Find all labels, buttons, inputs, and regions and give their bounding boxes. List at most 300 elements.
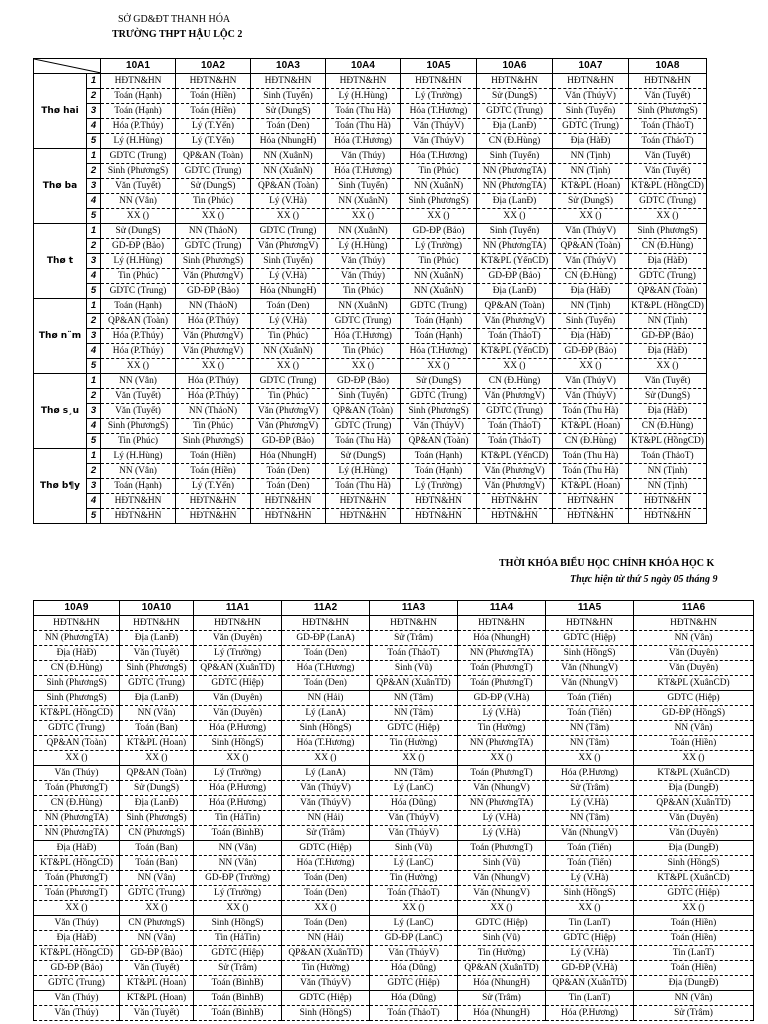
subject-cell: KT&PL (Hoan) [553,419,629,434]
subject-cell: Tin (Hường) [370,736,458,751]
subject-cell: Văn (ThúyV) [401,134,477,149]
period-row [34,314,707,329]
subject-cell: Sinh (PhươngS) [34,691,120,706]
class-header: 11A5 [546,601,634,616]
corner-diagonal [34,59,101,73]
subject-cell: NN (Hải) [282,811,370,826]
subject-cell: Văn (ThúyV) [370,811,458,826]
subject-cell: QP&AN (Toàn) [326,404,401,419]
subject-cell: GDTC (Trung) [553,119,629,134]
class-header: 10A7 [553,59,629,74]
subject-cell: Sinh (Vũ) [370,661,458,676]
subject-cell: Lý (T.Yến) [176,479,251,494]
period-row [34,224,707,239]
subject-cell: GDTC (Hiệp) [634,691,754,706]
subject-cell: Hóa (Dũng) [370,961,458,976]
subject-cell: Văn (Thúy) [34,916,120,931]
subject-cell: HĐTN&HN [629,494,707,509]
timetable-effective-date: Thực hiện từ thứ 5 ngày 05 tháng 9 [570,574,718,585]
subject-cell: GDTC (Trung) [101,149,176,164]
subject-cell: Sử (Trâm) [458,991,546,1006]
class-header: 11A4 [458,601,546,616]
subject-cell: NN (Vân) [101,464,176,479]
subject-cell: HĐTN&HN [401,509,477,524]
subject-cell: KT&PL (YếnCD) [477,344,553,359]
subject-cell: Lý (V.Hà) [251,194,326,209]
subject-cell: HĐTN&HN [629,74,707,89]
period-row [34,104,707,119]
class-header: 10A5 [401,59,477,74]
subject-cell: NN (XuânN) [251,164,326,179]
subject-cell: NN (Vân) [120,931,194,946]
subject-cell: Sinh (HồngS) [194,916,282,931]
subject-cell: NN (PhươngTA) [477,179,553,194]
period-number: 1 [87,299,101,314]
subject-cell: XX () [34,901,120,916]
subject-cell: XX () [477,209,553,224]
subject-cell: Tin (HảTin) [194,811,282,826]
subject-cell: NN (Tâm) [546,721,634,736]
subject-cell: Sử (Trâm) [370,631,458,646]
subject-cell: Toán (BìnhB) [194,826,282,841]
subject-cell: Văn (Tuyết) [629,164,707,179]
period-number: 3 [87,104,101,119]
subject-cell: Toán (Ban) [120,856,194,871]
subject-cell: Toán (Den) [282,886,370,901]
subject-cell: Toán (Den) [282,871,370,886]
subject-cell: Sử (DungS) [477,89,553,104]
subject-cell: GDTC (Trung) [401,299,477,314]
subject-cell: GDTC (Trung) [176,164,251,179]
subject-cell: Văn (ThúyV) [401,419,477,434]
subject-cell: GD-ĐP (Bảo) [629,329,707,344]
subject-cell: Địa (HàĐ) [629,254,707,269]
subject-cell: XX () [634,901,754,916]
subject-cell: HĐTN&HN [326,74,401,89]
subject-cell: XX () [326,209,401,224]
subject-cell: GDTC (Trung) [251,224,326,239]
table-corner-cell [34,59,101,74]
subject-cell: NN (Tịnh) [553,299,629,314]
subject-cell: Văn (ThúyV) [553,89,629,104]
period-row [34,194,707,209]
subject-cell: NN (ThảoN) [176,299,251,314]
subject-cell: NN (PhươngTA) [34,631,120,646]
subject-cell: Văn (PhươngV) [176,344,251,359]
subject-cell: CN (Đ.Hùng) [477,374,553,389]
period-number: 5 [87,134,101,149]
subject-cell: NN (XuânN) [326,299,401,314]
subject-cell: Tin (Hường) [458,721,546,736]
subject-cell: KT&PL (Hoan) [120,976,194,991]
subject-cell: Lý (LanC) [370,856,458,871]
subject-cell: Tin (Phúc) [326,344,401,359]
subject-cell: XX () [458,751,546,766]
period-row [34,149,707,164]
subject-cell: Tin (Phúc) [176,419,251,434]
subject-cell: Sinh (PhươngS) [34,676,120,691]
subject-cell: Toán (ThảoT) [477,419,553,434]
subject-cell: NN (Vân) [194,856,282,871]
subject-cell: Tin (Hường) [370,871,458,886]
subject-cell: Lý (V.Hà) [546,871,634,886]
subject-cell: KT&PL (HồngCD) [629,434,707,449]
period-row [34,464,707,479]
class-header: 11A2 [282,601,370,616]
subject-cell: HĐTN&HN [553,509,629,524]
subject-cell: QP&AN (XuânTD) [458,961,546,976]
subject-cell: Toán (Hiền) [176,449,251,464]
subject-cell: Toán (Hiền) [634,961,754,976]
period-row [34,976,754,991]
timetable-grade-10-part1 [33,58,707,524]
subject-cell: Toán (Hạnh) [401,464,477,479]
subject-cell: Văn (ThúyV) [553,254,629,269]
period-row [34,991,754,1006]
period-number: 4 [87,119,101,134]
subject-cell: HĐTN&HN [282,616,370,631]
subject-cell: CN (PhươngS) [120,916,194,931]
subject-cell: Lý (V.Hà) [458,811,546,826]
subject-cell: NN (XuânN) [401,269,477,284]
subject-cell: Tin (LanT) [634,946,754,961]
subject-cell: Toán (Thu Hà) [326,119,401,134]
period-row [34,449,707,464]
subject-cell: Lý (LanC) [370,781,458,796]
subject-cell: XX () [194,751,282,766]
subject-cell: Toán (PhươngT) [458,661,546,676]
period-row [34,74,707,89]
subject-cell: XX () [629,359,707,374]
subject-cell: Toán (Thu Hà) [553,404,629,419]
period-number: 5 [87,359,101,374]
subject-cell: GDTC (Hiệp) [370,976,458,991]
subject-cell: KT&PL (HồngCD) [34,946,120,961]
subject-cell: Sinh (Tuyển) [251,254,326,269]
subject-cell: GD-ĐP (Bảo) [251,434,326,449]
subject-cell: Lý (V.Hà) [546,946,634,961]
subject-cell: Văn (Duyên) [194,691,282,706]
subject-cell: NN (Vân) [634,631,754,646]
subject-cell: Văn (PhươngV) [176,269,251,284]
subject-cell: Địa (HàĐ) [553,284,629,299]
subject-cell: HĐTN&HN [34,616,120,631]
period-row [34,706,754,721]
subject-cell: Toán (ThảoT) [477,329,553,344]
period-number: 3 [87,479,101,494]
subject-cell: Hóa (T.Hương) [282,661,370,676]
subject-cell: HĐTN&HN [176,509,251,524]
subject-cell: Toán (PhươngT) [34,781,120,796]
subject-cell: Địa (LanĐ) [120,631,194,646]
subject-cell: Toán (PhươngT) [458,676,546,691]
subject-cell: Sinh (Tuyển) [477,149,553,164]
subject-cell: Địa (DungĐ) [634,841,754,856]
period-row [34,616,754,631]
subject-cell: NN (XuânN) [251,344,326,359]
subject-cell: Toán (Hạnh) [401,314,477,329]
timetable-grade-10-11-part2 [33,600,754,1021]
subject-cell: Văn (ThúyV) [401,119,477,134]
subject-cell: XX () [101,209,176,224]
subject-cell: Toán (PhươngT) [34,886,120,901]
subject-cell: Hóa (P.Thúy) [101,119,176,134]
subject-cell: Lý (Trường) [194,886,282,901]
subject-cell: Tin (Phúc) [401,164,477,179]
subject-cell: Toán (Thu Hà) [553,449,629,464]
period-row [34,826,754,841]
subject-cell: GDTC (Hiệp) [546,931,634,946]
subject-cell: Hóa (P.Thúy) [176,389,251,404]
subject-cell: Văn (NhungV) [546,676,634,691]
subject-cell: Toán (Tiến) [546,841,634,856]
subject-cell: Tin (Hường) [458,946,546,961]
period-row [34,509,707,524]
class-header: 11A3 [370,601,458,616]
subject-cell: XX () [101,359,176,374]
subject-cell: Văn (NhungV) [546,826,634,841]
subject-cell: Toán (Hạnh) [401,449,477,464]
period-row [34,631,754,646]
period-row [34,374,707,389]
subject-cell: Hóa (T.Hương) [401,149,477,164]
subject-cell: Địa (HàĐ) [34,646,120,661]
subject-cell: Văn (PhươngV) [477,314,553,329]
class-header: 10A2 [176,59,251,74]
subject-cell: Sử (DungS) [120,781,194,796]
subject-cell: Hóa (P.Thúy) [101,329,176,344]
subject-cell: Sinh (PhươngS) [401,404,477,419]
period-number: 2 [87,464,101,479]
period-row [34,404,707,419]
subject-cell: Tin (Phúc) [176,194,251,209]
period-row [34,946,754,961]
subject-cell: GDTC (Trung) [34,976,120,991]
period-number: 2 [87,239,101,254]
period-row [34,209,707,224]
subject-cell: XX () [251,359,326,374]
subject-cell: Toán (Den) [282,676,370,691]
subject-cell: Văn (Duyên) [634,826,754,841]
subject-cell: Lý (LanA) [282,766,370,781]
subject-cell: HĐTN&HN [458,616,546,631]
subject-cell: NN (PhươngTA) [458,646,546,661]
period-number: 4 [87,344,101,359]
subject-cell: Địa (HàĐ) [553,329,629,344]
period-number: 4 [87,269,101,284]
subject-cell: Sử (DungS) [326,449,401,464]
subject-cell: Hóa (NhungH) [458,976,546,991]
subject-cell: Địa (HàĐ) [34,931,120,946]
subject-cell: NN (Tâm) [370,691,458,706]
class-header: 10A8 [629,59,707,74]
subject-cell: Văn (ThúyV) [553,374,629,389]
subject-cell: Sử (Trâm) [282,826,370,841]
subject-cell: HĐTN&HN [101,74,176,89]
subject-cell: NN (Tịnh) [553,149,629,164]
period-row [34,269,707,284]
subject-cell: Văn (ThúyV) [282,781,370,796]
subject-cell: Toán (Hạnh) [101,299,176,314]
subject-cell: Văn (ThúyV) [553,224,629,239]
subject-cell: QP&AN (Toàn) [34,736,120,751]
subject-cell: Hóa (P.Hương) [546,766,634,781]
subject-cell: CN (Đ.Hùng) [477,134,553,149]
period-row [34,434,707,449]
class-header: 10A3 [251,59,326,74]
period-row [34,164,707,179]
subject-cell: NN (XuânN) [401,284,477,299]
subject-cell: Văn (Tuyết) [629,89,707,104]
subject-cell: HĐTN&HN [176,74,251,89]
period-row [34,254,707,269]
subject-cell: XX () [176,359,251,374]
subject-cell: GDTC (Hiệp) [282,841,370,856]
subject-cell: GDTC (Trung) [120,886,194,901]
subject-cell: Lý (LanA) [282,706,370,721]
class-header: 11A1 [194,601,282,616]
timetable-title: THỜI KHÓA BIỂU HỌC CHÍNH KHÓA HỌC K [499,558,715,569]
subject-cell: Toán (Hiền) [176,464,251,479]
subject-cell: Toán (ThảoT) [370,886,458,901]
subject-cell: KT&PL (XuânCD) [634,676,754,691]
subject-cell: HĐTN&HN [553,74,629,89]
subject-cell: Toán (Hiền) [634,736,754,751]
period-row [34,736,754,751]
subject-cell: Văn (PhươngV) [176,329,251,344]
subject-cell: Lý (V.Hà) [458,826,546,841]
subject-cell: KT&PL (Hoan) [120,736,194,751]
subject-cell: NN (PhươngTA) [458,796,546,811]
period-number: 3 [87,404,101,419]
subject-cell: Văn (Duyên) [634,661,754,676]
subject-cell: GDTC (Trung) [326,419,401,434]
subject-cell: KT&PL (Hoan) [120,991,194,1006]
department-name: SỞ GD&ĐT THANH HÓA [118,14,231,25]
subject-cell: KT&PL (HồngCD) [34,856,120,871]
subject-cell: Tin (Phúc) [251,329,326,344]
subject-cell: Lý (V.Hà) [251,269,326,284]
subject-cell: NN (Vân) [120,706,194,721]
subject-cell: Sử (Trâm) [546,781,634,796]
period-number: 5 [87,284,101,299]
period-number: 3 [87,254,101,269]
period-row [34,676,754,691]
subject-cell: HĐTN&HN [401,74,477,89]
subject-cell: XX () [546,901,634,916]
subject-cell: XX () [401,209,477,224]
subject-cell: HĐTN&HN [477,509,553,524]
subject-cell: Hóa (P.Thúy) [101,344,176,359]
subject-cell: NN (Tâm) [546,736,634,751]
subject-cell: HĐTN&HN [477,74,553,89]
period-row [34,479,707,494]
subject-cell: Sử (DungS) [251,104,326,119]
subject-cell: Văn (Thúy) [326,149,401,164]
subject-cell: XX () [553,209,629,224]
subject-cell: GDTC (Hiệp) [370,721,458,736]
period-row [34,841,754,856]
subject-cell: Văn (ThúyV) [370,946,458,961]
subject-cell: Lý (H.Hùng) [101,449,176,464]
period-number: 5 [87,434,101,449]
day-label: Thø ba [34,149,87,224]
subject-cell: Văn (Thúy) [34,1006,120,1021]
period-number: 1 [87,374,101,389]
subject-cell: Văn (ThúyV) [282,976,370,991]
period-number: 3 [87,179,101,194]
subject-cell: Sinh (Tuyển) [326,389,401,404]
subject-cell: NN (Vân) [634,991,754,1006]
subject-cell: NN (Vân) [634,721,754,736]
period-row [34,811,754,826]
subject-cell: Tin (Phúc) [401,254,477,269]
subject-cell: XX () [629,209,707,224]
day-label: Thø hai [34,74,87,149]
subject-cell: KT&PL (Hoan) [553,179,629,194]
subject-cell: Hóa (NhungH) [458,1006,546,1021]
subject-cell: Tin (Phúc) [101,269,176,284]
subject-cell: QP&AN (Toàn) [251,179,326,194]
subject-cell: Địa (HàĐ) [629,404,707,419]
subject-cell: KT&PL (HồngCD) [629,299,707,314]
day-label: Thø t [34,224,87,299]
subject-cell: Tin (Phúc) [251,389,326,404]
period-number: 2 [87,89,101,104]
period-row [34,389,707,404]
subject-cell: Văn (ThúyV) [553,389,629,404]
subject-cell: Toán (Den) [282,916,370,931]
subject-cell: Hóa (T.Hương) [326,329,401,344]
subject-cell: Toán (ThảoT) [629,134,707,149]
subject-cell: Sử (DungS) [629,389,707,404]
subject-cell: Lý (Trường) [401,89,477,104]
subject-cell: KT&PL (HồngCD) [34,706,120,721]
subject-cell: Lý (H.Hùng) [101,134,176,149]
subject-cell: Hóa (T.Hương) [326,164,401,179]
subject-cell: Địa (LanĐ) [120,691,194,706]
period-number: 1 [87,149,101,164]
subject-cell: Sinh (PhươngS) [120,661,194,676]
subject-cell: Tin (Hường) [282,961,370,976]
subject-cell: Sinh (Vũ) [370,841,458,856]
period-row [34,931,754,946]
subject-cell: NN (Vân) [120,871,194,886]
period-row [34,299,707,314]
subject-cell: Sinh (HồngS) [282,721,370,736]
subject-cell: Văn (Thúy) [34,766,120,781]
subject-cell: HĐTN&HN [101,509,176,524]
subject-cell: GDTC (Trung) [34,721,120,736]
subject-cell: QP&AN (XuânTD) [370,676,458,691]
period-row [34,359,707,374]
subject-cell: Lý (V.Hà) [546,796,634,811]
subject-cell: GD-ĐP (Bảo) [120,946,194,961]
period-row [34,239,707,254]
subject-cell: QP&AN (Toàn) [629,284,707,299]
subject-cell: HĐTN&HN [251,509,326,524]
subject-cell: Hóa (NhungH) [251,449,326,464]
subject-cell: CN (Đ.Hùng) [553,434,629,449]
subject-cell: XX () [401,359,477,374]
subject-cell: GDTC (Trung) [326,314,401,329]
subject-cell: Văn (PhươngV) [477,464,553,479]
subject-cell: GD-ĐP (V.Hà) [458,691,546,706]
subject-cell: Toán (BìnhB) [194,991,282,1006]
subject-cell: XX () [634,751,754,766]
period-row [34,901,754,916]
subject-cell: Toán (ThảoT) [629,119,707,134]
